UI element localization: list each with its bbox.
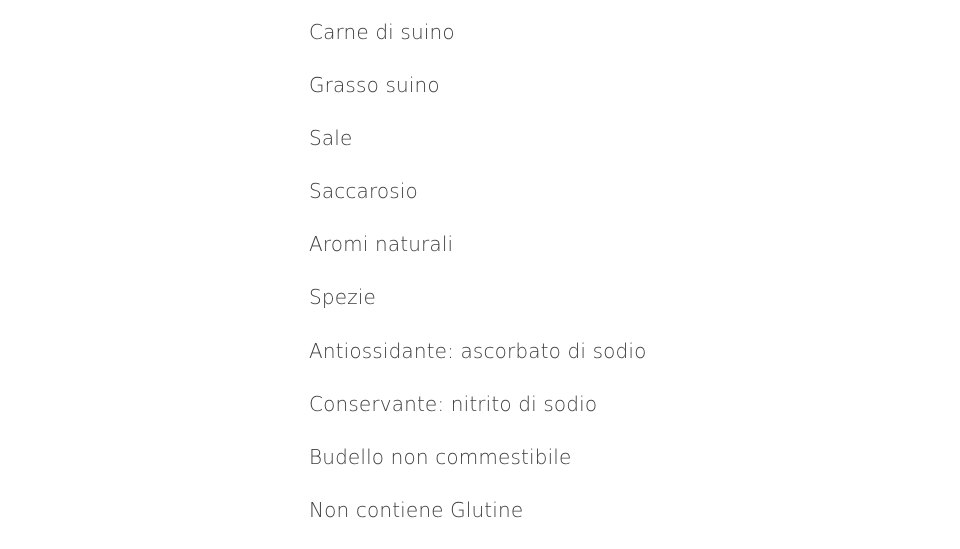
- ingredient-item: Saccarosio: [309, 179, 418, 204]
- ingredient-item: Sale: [309, 126, 353, 151]
- ingredient-item: Budello non commestibile: [309, 444, 572, 469]
- ingredient-item: Conservante: nitrito di sodio: [309, 391, 598, 416]
- ingredient-item: Carne di suino: [309, 20, 455, 44]
- ingredient-item: Aromi naturali: [309, 232, 454, 257]
- ingredient-list: [309, 18, 646, 549]
- ingredient-item: Antiossidante: ascorbato di sodio: [309, 338, 647, 363]
- ingredient-item: Spezie: [309, 285, 376, 310]
- ingredient-item: Grasso suino: [309, 73, 440, 98]
- ingredient-item: Non contiene Glutine: [309, 497, 524, 522]
